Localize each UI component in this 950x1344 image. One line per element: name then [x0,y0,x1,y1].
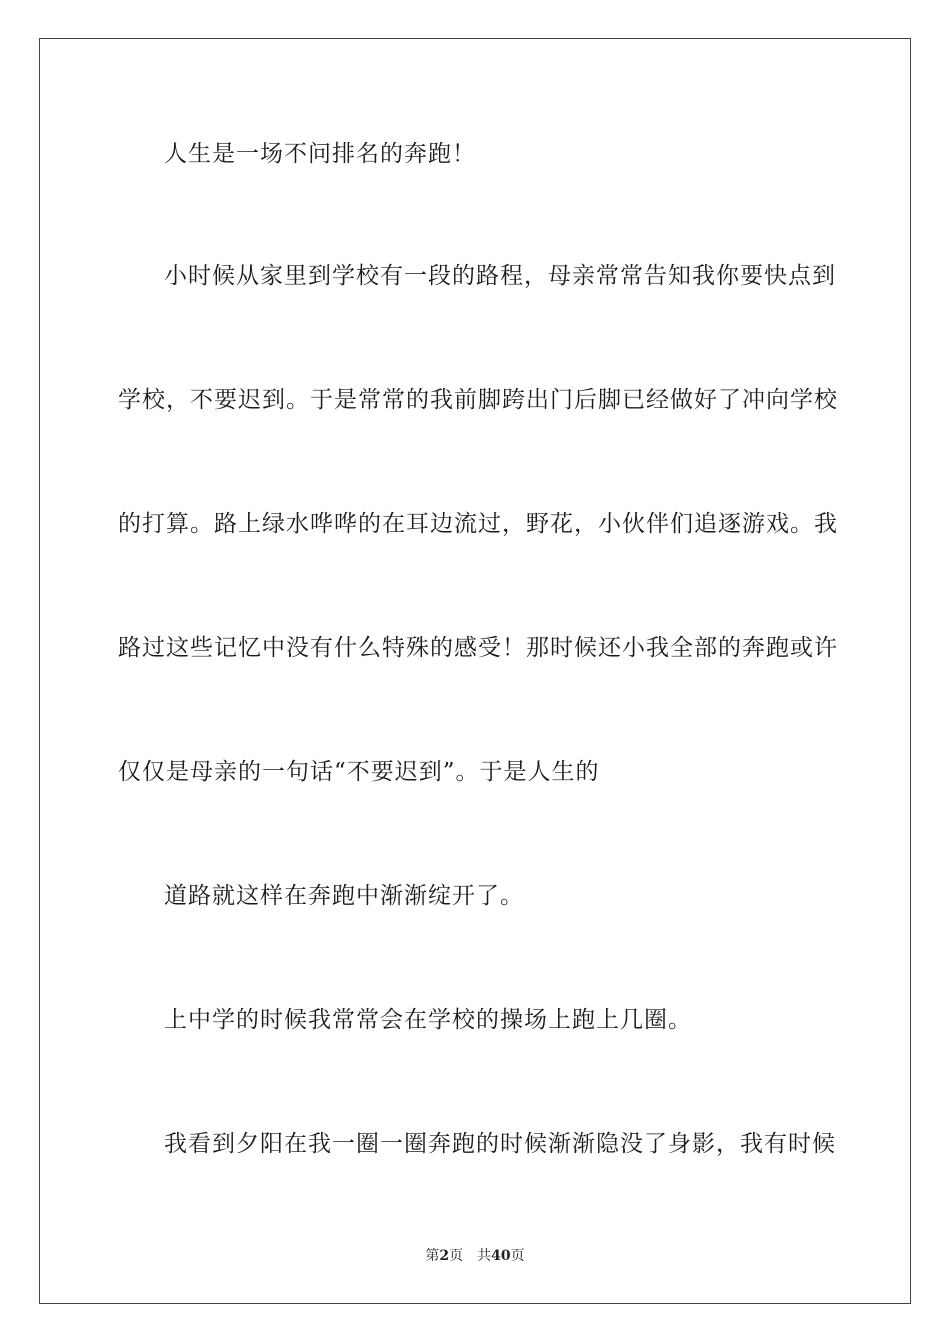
page-footer [0,1246,950,1266]
page-frame [39,38,911,1304]
paragraph-line: 路过这些记忆中没有什么特殊的感受！那时候还小我全部的奔跑或许 [118,635,838,661]
paragraph-line: 仅仅是母亲的一句话“不要迟到”。于是人生的 [118,759,600,785]
paragraph-line: 小时候从家里到学校有一段的路程，母亲常常告知我你要快点到 [164,263,836,289]
paragraph-line: 人生是一场不问排名的奔跑！ [164,141,476,167]
paragraph-line: 学校，不要迟到。于是常常的我前脚跨出门后脚已经做好了冲向学校 [118,387,838,413]
paragraph-line: 上中学的时候我常常会在学校的操场上跑上几圈。 [164,1007,692,1033]
total-suffix: 页 [510,1248,525,1264]
page-suffix: 页 [449,1248,464,1264]
page-number: 2 [439,1248,450,1264]
paragraph-line: 我看到夕阳在我一圈一圈奔跑的时候渐渐隐没了身影，我有时候 [164,1131,836,1157]
total-prefix: 共 [477,1248,492,1264]
paragraph-line: 的打算。路上绿水哗哗的在耳边流过，野花，小伙伴们追逐游戏。我 [118,511,838,537]
page-prefix: 第 [425,1248,440,1264]
paragraph-line: 道路就这样在奔跑中渐渐绽开了。 [164,883,524,909]
total-pages: 40 [491,1248,511,1264]
